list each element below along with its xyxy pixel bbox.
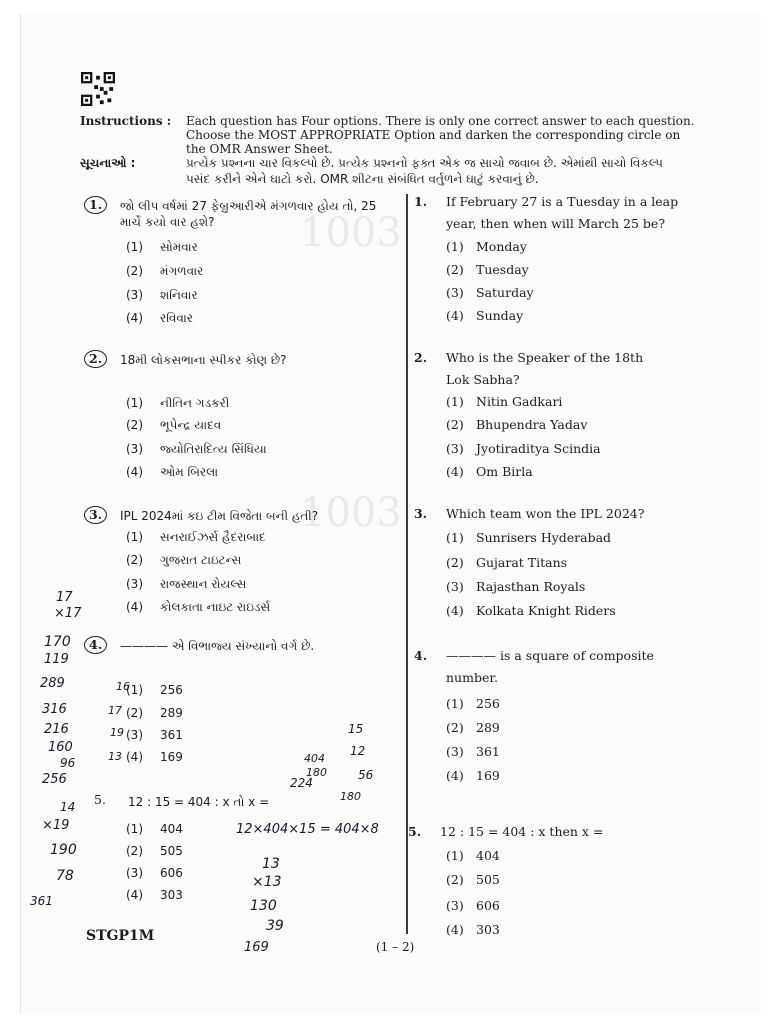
option-number: (1) <box>446 239 464 254</box>
option-number: (4) <box>126 750 143 764</box>
option-text: 404 <box>476 848 500 863</box>
question-number: 3. <box>84 506 107 524</box>
option-number: (3) <box>126 577 143 591</box>
instruction-line: પ્રત્યેક પ્રશ્નના ચાર વિકલ્પો છે. પ્રત્યેક પ્રશ્નનો ફક્ત એક જ સાચો જવાબ છે. એમાંથી સાચો વિકલ્પ <box>186 156 663 170</box>
question-text-gu: ———— એ વિભાજ્ય સંખ્યાનો વર્ગ છે. <box>120 639 315 653</box>
instructions-label: Instructions : <box>80 114 172 128</box>
handwritten-calc: 56 <box>358 768 374 782</box>
column-divider <box>406 194 408 934</box>
question-number: 2. <box>414 350 428 365</box>
option-text: Sunday <box>476 308 524 323</box>
option-number: (2) <box>446 872 464 887</box>
option-text: ગુજરાત ટાઇટન્સ <box>160 553 242 567</box>
question-text-gu: 12 : 15 = 404 : x તો x = <box>128 795 270 809</box>
handwritten-margin: 170 <box>44 634 71 650</box>
option-text: ભૂપેન્દ્ર યાદવ <box>160 418 222 432</box>
question-number: 3. <box>414 506 428 521</box>
handwritten-calc: 15 <box>348 722 364 736</box>
option-number: (4) <box>126 465 143 479</box>
option-number: (2) <box>446 720 464 735</box>
option-text: Bhupendra Yadav <box>476 417 588 432</box>
handwritten-margin: 216 <box>44 722 69 737</box>
option-text: 505 <box>476 872 500 887</box>
handwritten-calc: 169 <box>244 940 269 955</box>
instruction-line: the OMR Answer Sheet. <box>186 142 333 156</box>
option-number: (3) <box>446 579 464 594</box>
option-number: (3) <box>126 866 143 880</box>
handwritten-mark: 13 <box>108 750 122 763</box>
option-text: 303 <box>476 922 500 937</box>
option-text: Rajasthan Royals <box>476 579 586 594</box>
question-text-en: If February 27 is a Tuesday in a leap <box>446 194 679 209</box>
handwritten-margin: 119 <box>44 652 69 667</box>
option-text: જ્યોતિરાદિત્ય સિંધિયા <box>160 442 267 456</box>
option-text: 289 <box>160 706 183 720</box>
option-text: 169 <box>476 768 500 783</box>
option-text: શનિવાર <box>160 288 198 302</box>
question-text-en: ———— is a square of composite <box>446 648 654 663</box>
option-text: Gujarat Titans <box>476 555 568 570</box>
option-text: 606 <box>160 866 183 880</box>
option-number: (1) <box>126 396 143 410</box>
handwritten-mark: 16 <box>116 680 130 693</box>
question-number-gu <box>84 506 107 524</box>
option-text: 256 <box>476 696 500 711</box>
option-text: નીતિન ગડકરી <box>160 396 230 410</box>
qr-code-icon <box>80 72 116 106</box>
option-number: (3) <box>446 441 464 456</box>
option-number: (1) <box>446 394 464 409</box>
option-number: (1) <box>126 240 143 254</box>
option-text: Monday <box>476 239 527 254</box>
handwritten-calc: 404 <box>304 752 325 765</box>
handwritten-calc: 180 <box>340 790 361 803</box>
option-text: 303 <box>160 888 183 902</box>
handwritten-margin: 17 <box>56 590 73 605</box>
question-number: 1. <box>84 196 107 214</box>
option-number: (4) <box>446 922 464 937</box>
option-number: (2) <box>446 555 464 570</box>
option-text: Saturday <box>476 285 534 300</box>
handwritten-margin: 361 <box>30 894 53 908</box>
question-number: 4. <box>84 636 107 654</box>
question-number-gu <box>94 792 106 808</box>
option-text: Tuesday <box>476 262 529 277</box>
handwritten-calc: 130 <box>250 898 277 914</box>
watermark: 1003 <box>300 490 402 536</box>
question-text-en: year, then when will March 25 be? <box>446 216 666 231</box>
option-number: (1) <box>126 683 143 697</box>
question-number: 1. <box>414 194 428 209</box>
handwritten-margin: ×17 <box>54 606 82 621</box>
option-number: (4) <box>446 308 464 323</box>
handwritten-calc: 12×404×15 = 404×8 <box>236 822 379 837</box>
question-text-en: Lok Sabha? <box>446 372 520 387</box>
handwritten-margin: 256 <box>42 772 67 787</box>
option-number: (2) <box>126 264 143 278</box>
option-text: 256 <box>160 683 183 697</box>
handwritten-calc: 39 <box>266 918 284 934</box>
question-text-gu: જો લીપ વર્ષમાં 27 ફેબ્રુઆરીએ મંગળવાર હોય તો, 25 માર્ચે કયો વાર હશે? <box>120 199 377 229</box>
option-number: (3) <box>446 744 464 759</box>
option-number: (4) <box>446 768 464 783</box>
instructions-label-gu: સૂચનાઓ : <box>80 156 136 170</box>
option-number: (2) <box>446 262 464 277</box>
option-text: ઓમ બિરલા <box>160 465 219 479</box>
question-number: 5. <box>94 792 106 807</box>
option-number: (4) <box>446 603 464 618</box>
handwritten-margin: 160 <box>48 740 73 755</box>
option-text: સોમવાર <box>160 240 198 254</box>
option-text: Nitin Gadkari <box>476 394 563 409</box>
option-number: (1) <box>126 530 143 544</box>
option-text: 361 <box>160 728 183 742</box>
option-text: મંગળવાર <box>160 264 204 278</box>
option-number: (4) <box>126 888 143 902</box>
option-number: (4) <box>126 311 143 325</box>
option-text: 289 <box>476 720 500 735</box>
question-number: 4. <box>414 648 428 663</box>
instruction-line: પસંદ કરીને એને ઘાટો કરો. OMR શીટના સંબંધિત વર્તુળને ઘાટું કરવાનું છે. <box>186 172 539 186</box>
option-number: (3) <box>126 728 143 742</box>
question-text-gu: IPL 2024માં કઇ ટીમ વિજેતા બની હતી? <box>120 509 319 523</box>
option-number: (1) <box>446 530 464 545</box>
option-number: (3) <box>446 898 464 913</box>
question-text-gu: 18મી લોકસભાના સ્પીકર કોણ છે? <box>120 353 287 367</box>
option-text: કોલકાતા નાઇટ રાઇડર્સ <box>160 600 271 614</box>
option-number: (4) <box>126 600 143 614</box>
option-text: 404 <box>160 822 183 836</box>
option-text: Kolkata Knight Riders <box>476 603 616 618</box>
question-text-en: number. <box>446 670 498 685</box>
paper-code: STGP1M <box>86 928 155 944</box>
option-number: (2) <box>446 417 464 432</box>
handwritten-calc: 12 <box>350 744 366 758</box>
question-number: 2. <box>84 350 107 368</box>
option-number: (2) <box>126 844 143 858</box>
option-text: Om Birla <box>476 464 533 479</box>
handwritten-calc: 13 <box>262 856 280 872</box>
watermark: 1003 <box>300 210 402 256</box>
option-number: (2) <box>126 706 143 720</box>
handwritten-calc: 180 <box>306 766 327 779</box>
handwritten-margin: 96 <box>60 756 76 770</box>
option-text: રાજસ્થાન રોયલ્સ <box>160 577 247 591</box>
handwritten-mark: 17 <box>108 704 122 717</box>
handwritten-calc: ×13 <box>252 874 282 890</box>
question-text-en: Who is the Speaker of the 18th <box>446 350 644 365</box>
option-text: 606 <box>476 898 500 913</box>
handwritten-margin: 14 <box>60 800 76 814</box>
option-text: Jyotiraditya Scindia <box>476 441 601 456</box>
handwritten-margin: 78 <box>56 868 74 884</box>
option-number: (3) <box>126 442 143 456</box>
option-number: (2) <box>126 418 143 432</box>
option-text: Sunrisers Hyderabad <box>476 530 612 545</box>
handwritten-margin: 289 <box>40 676 65 691</box>
option-number: (3) <box>126 288 143 302</box>
instruction-line: Choose the MOST APPROPRIATE Option and darken the corresponding circle on <box>186 128 681 142</box>
handwritten-margin: 316 <box>42 702 67 717</box>
question-number: 5. <box>408 824 422 839</box>
option-number: (1) <box>446 848 464 863</box>
option-number: (2) <box>126 553 143 567</box>
option-text: સનરાઈઝર્સ હૈદરાબાદ <box>160 530 266 544</box>
option-number: (1) <box>126 822 143 836</box>
question-number-gu <box>84 196 107 214</box>
instruction-line: Each question has Four options. There is only one correct answer to each question. <box>186 114 695 128</box>
handwritten-mark: 19 <box>110 726 124 739</box>
handwritten-margin: ×19 <box>42 818 70 833</box>
option-text: 505 <box>160 844 183 858</box>
question-text-en: 12 : 15 = 404 : x then x = <box>440 824 604 839</box>
option-text: 361 <box>476 744 500 759</box>
handwritten-margin: 190 <box>50 842 77 858</box>
option-number: (4) <box>446 464 464 479</box>
option-number: (3) <box>446 285 464 300</box>
option-text: 169 <box>160 750 183 764</box>
handwritten-calc: 224 <box>290 776 313 790</box>
page-number: (1 – 2) <box>376 940 415 954</box>
question-text-en: Which team won the IPL 2024? <box>446 506 645 521</box>
option-text: રવિવાર <box>160 311 194 325</box>
option-number: (1) <box>446 696 464 711</box>
question-number-gu <box>84 636 107 654</box>
question-number-gu <box>84 350 107 368</box>
